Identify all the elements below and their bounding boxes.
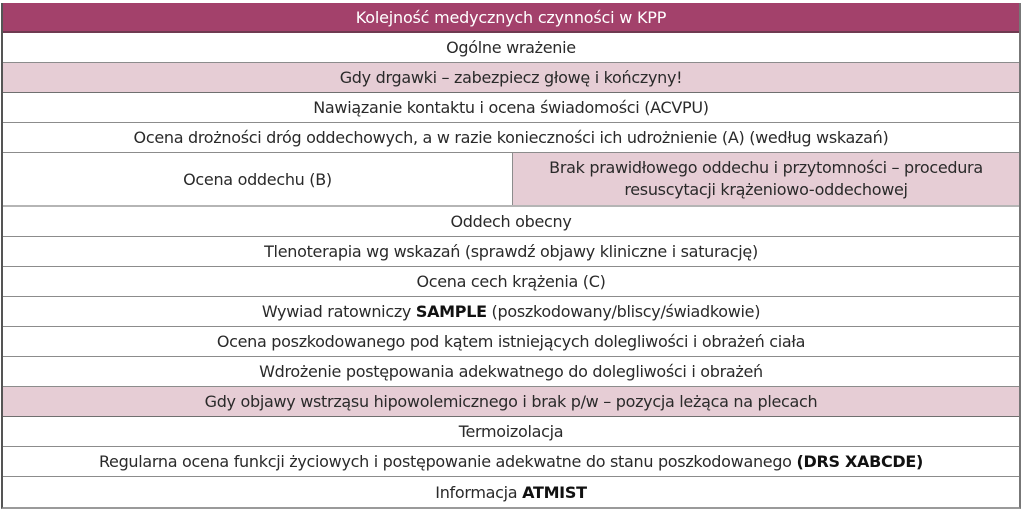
row-text: Brak prawidłowego oddechu i przytomności – procedura resuscytacji krążeniowo-oddechowej — [549, 158, 983, 199]
row-text-pre: Informacja — [435, 482, 523, 502]
row-text: Nawiązanie kontaktu i ocena świadomości (ACVPU) — [313, 98, 709, 117]
row-text-pre: Regularna ocena funkcji życiowych i postępowanie adekwatne do stanu poszkodowanego — [98, 452, 797, 471]
table-row-circulation — [3, 267, 1019, 297]
cpr-procedure-cell — [513, 153, 1019, 205]
row-text-bold: ATMIST — [522, 482, 587, 502]
row-text: Ocena cech krążenia (C) — [416, 272, 606, 291]
row-text: Ogólne wrażenie — [446, 38, 576, 57]
row-text: Tlenoterapia wg wskazań (sprawdź objawy kliniczne i saturację) — [264, 242, 758, 261]
row-text-bold: SAMPLE — [415, 302, 487, 321]
table-row-breathing — [3, 153, 1019, 207]
table-row-breathing-present — [3, 207, 1019, 237]
table-row-shock-warning — [3, 387, 1019, 417]
table-row-regular-assessment — [3, 447, 1019, 477]
row-text: Ocena poszkodowanego pod kątem istniejących dolegliwości i obrażeń ciała — [216, 332, 806, 351]
table-row-seizures-warning — [3, 63, 1019, 93]
table-row-sample-interview — [3, 297, 1019, 327]
row-text: Wdrożenie postępowania adekwatnego do dolegliwości i obrażeń — [259, 362, 763, 381]
row-text: Gdy objawy wstrząsu hipowolemicznego i brak p/w – pozycja leżąca na plecach — [204, 392, 818, 411]
table-row-injury-assessment — [3, 327, 1019, 357]
row-text-pre: Wywiad ratowniczy — [261, 302, 416, 321]
row-text: Oddech obecny — [450, 212, 572, 231]
row-text: Ocena oddechu (B) — [183, 169, 332, 189]
kpp-procedure-table — [1, 3, 1021, 509]
row-text: Termoizolacja — [458, 422, 564, 441]
breathing-assessment-cell — [3, 153, 513, 205]
row-text-post: (poszkodowany/bliscy/świadkowie) — [486, 302, 761, 321]
table-row-treatment — [3, 357, 1019, 387]
table-row-thermal-insulation — [3, 417, 1019, 447]
table-row-general-impression — [3, 33, 1019, 63]
table-row-atmist — [3, 477, 1019, 507]
table-title: Kolejność medycznych czynności w KPP — [3, 3, 1019, 33]
table-row-airway — [3, 123, 1019, 153]
row-text: Gdy drgawki – zabezpiecz głowę i kończyny! — [339, 68, 683, 87]
row-text: Ocena drożności dróg oddechowych, a w razie konieczności ich udrożnienie (A) (według wskazań) — [133, 128, 889, 147]
row-text-bold: (DRS XABCDE) — [796, 452, 924, 471]
table-row-oxygen-therapy — [3, 237, 1019, 267]
table-row-contact-consciousness — [3, 93, 1019, 123]
